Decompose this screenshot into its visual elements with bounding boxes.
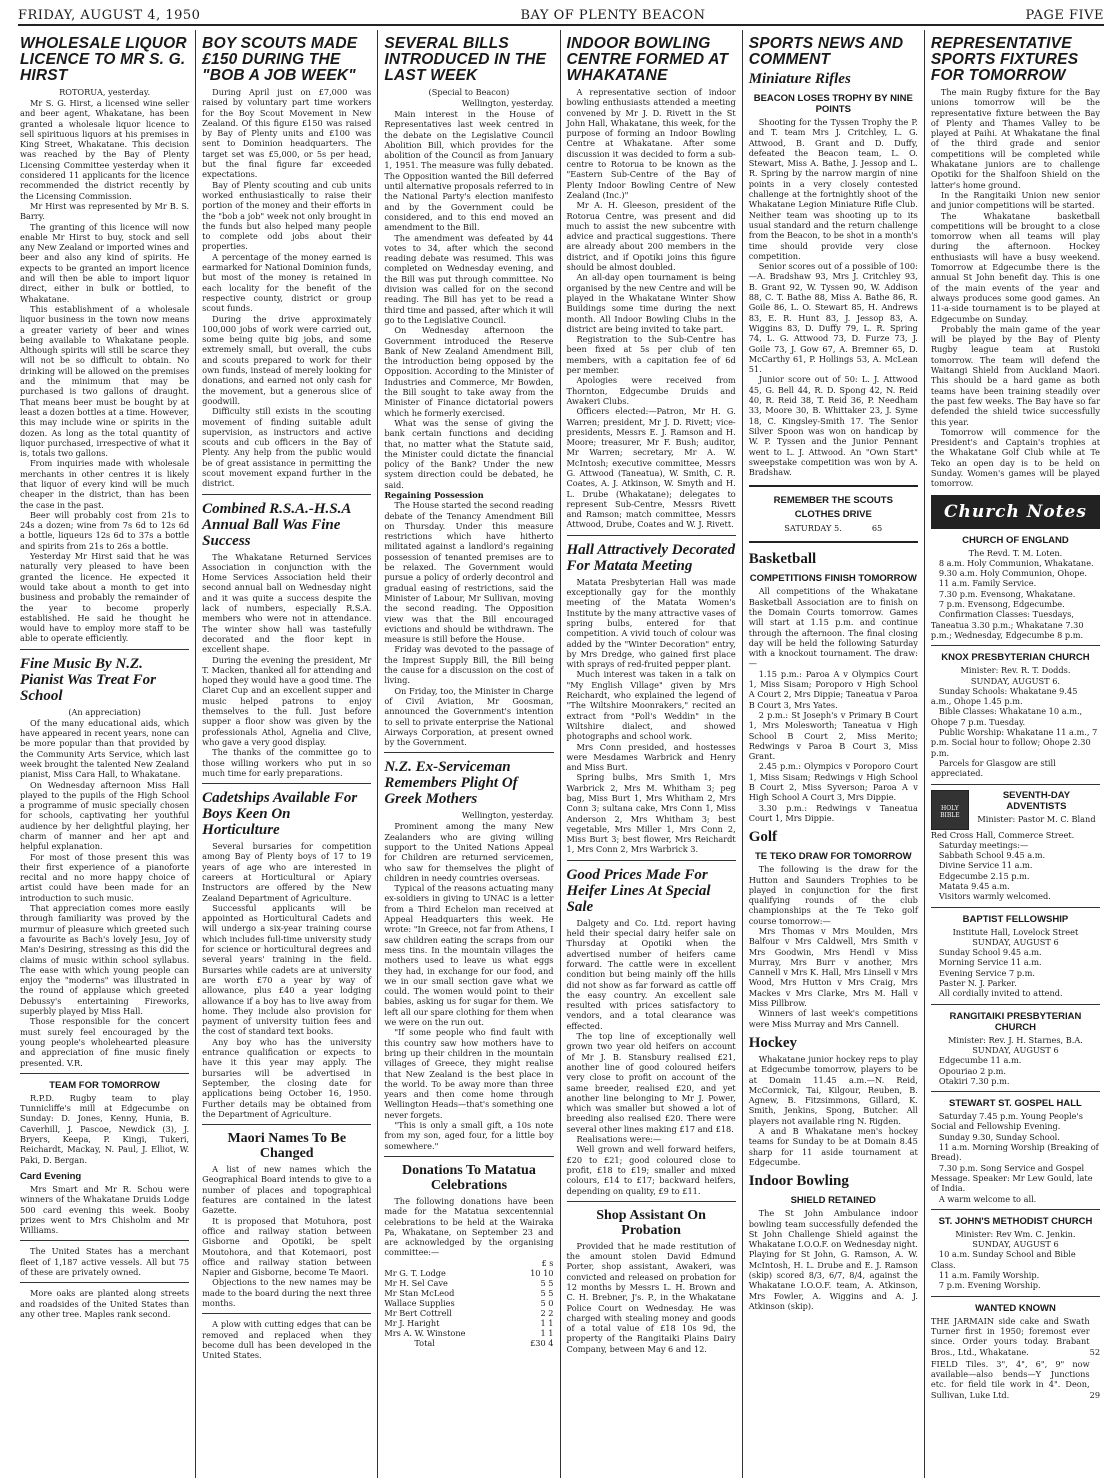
- article-paragraph: Those responsible for the concert must surely feel encouraged by the young people's wholehearted pleasure and appreciation of fine music finely presented. V.R.: [20, 1016, 190, 1068]
- donation-row: [384, 1288, 553, 1298]
- donor-name: Mr H. Sel Cave: [384, 1277, 448, 1288]
- article-paragraph: Mr A. H. Gleeson, president of the Rotorua Centre, was present and did much to assist the new subcentre with advice and practical suggestions. There are already about 200 members in the district, and if Opotiki joins this figure should be almost doubled.: [566, 200, 736, 273]
- headline-ex-serviceman: N.Z. Ex-Serviceman Remembers Plight Of Greek Mothers: [384, 759, 518, 808]
- subheading-regaining: Regaining Possession: [384, 489, 484, 500]
- notice-number: 65: [871, 523, 883, 534]
- article-paragraph: Winners of last week's competitions were Miss Murray and Mrs Cannell.: [748, 1008, 918, 1029]
- church-heading: CHURCH OF ENGLAND: [962, 534, 1069, 546]
- article-paragraph: Typical of the reasons actuating many ex-soldiers in giving to UNAC is a letter from a Third Echelon man received at Appeal Headquarters this week. He wrote: "In Greece, not far from Athens, I saw children eating the scraps from our mess tins. In the mountain villages the mothers used to leave us what eggs they had, in exchange for our food, and we in our small section gave what we could. The women would point to their babies, asking us for sugar for them. We left all our spare clothing for them when we were on the run out.: [384, 883, 554, 1028]
- service-time: Sunday School 9.45 a.m.: [938, 947, 1042, 958]
- article-paragraph: For most of those present this was their first experience of a pianoforte recital and no more happy choice of artist could have been made for an introduction to such music.: [20, 851, 190, 903]
- donation-amount: 5 5: [540, 1287, 554, 1298]
- article-paragraph: Of the many educational aids, which have appeared in recent years, none can be more popular than that provided by the Community Arts Service, which last week brought the talented New Zealand pianist, Miss Cara Hall, to Whakatane.: [20, 717, 190, 780]
- classified-number: 52: [1089, 1346, 1101, 1357]
- church-times: [931, 840, 1100, 902]
- church-date: SUNDAY, AUGUST 6: [972, 1044, 1059, 1055]
- currency-header: £ s: [541, 1257, 554, 1268]
- service-time: Sunday 9.30, Sunday School.: [938, 1131, 1060, 1142]
- article-paragraph: An all-day open tournament is being organised by the new Centre and will be played in the Whakatane Winter Show Buildings some time during the next month. All Indoor Bowling Clubs in the district are being invited to take part.: [566, 272, 736, 334]
- article-paragraph: Several bursaries for competition among Bay of Plenty boys of 17 to 19 years of age who are interested in careers at Horticultural or Apiary Instructors are offered by the New Zealand Department of Agriculture.: [202, 841, 372, 903]
- article-paragraph: Junior score out of 50: L. J. Attwood 45, G. Bell 44, R. D. Spong 42, N. Reid 40, R. Reid 38, T. Reid 36, P. Needham 33, Moore 30, B. Whittaker 23, J. Syme 18, C. Kingsley-Smith 17. The Senior Silver Spoon was won on handicap by W. P. Tyssen and the Junior Pennant went to L. J. Attwood. An "Own Start" sweepstake competition was won by A. Bradshaw.: [748, 374, 918, 478]
- headline-indoor-bowling-sports: Indoor Bowling: [748, 1173, 849, 1190]
- article-paragraph: Mr Hirst was represented by Mr B. S. Barry.: [20, 200, 190, 222]
- divider: [567, 535, 736, 536]
- service-time: Saturday meetings:—: [938, 839, 1029, 850]
- church-times: [931, 686, 1100, 779]
- article-paragraph: The main Rugby fixture for the Bay unions tomorrow will be the representative fixture between the Bay of Plenty and Thames Valley to be played at Paihi. At Whakatane the final of the third grade and senior competitions will be completed while Whakatane juniors are to challenge Opotiki for the Shalfoon Shield on the latter's home ground.: [930, 87, 1101, 190]
- headline-cadetships: Cadetships Available For Boys Keen On Horticulture: [202, 790, 358, 839]
- service-time: 8 a.m. Holy Communion, Whakatane.: [938, 557, 1094, 568]
- notice-date: SATURDAY 5.: [784, 523, 842, 534]
- article-paragraph: Spring bulbs, Mrs Smith 1, Mrs Warbrick 2, Mrs M. Whitham 3; peg bag, Miss Burt 1, Mrs Whitham 2, Mrs Conn 3; sultana cake, Mrs Conn 1, Miss Anderson 2, Mrs Whitham 3; best vegetable, Mrs Miller 1, Mrs Conn 2, Miss Burt 3; best flower, Mrs Reichardt 1, Mrs Conn 2, Mrs Warbrick 3.: [566, 772, 736, 855]
- headline-heifer-sale: Good Prices Made For Heifer Lines At Special Sale: [566, 866, 711, 915]
- article-paragraph: It is proposed that Motuhora, post office and railway station between Gisborne and Opotiki, be spelt Moutohora, and that Kotemaori, post office and railway station between Napier and Gisborne, become Te Maori.: [202, 1215, 372, 1278]
- headline-matata-hall: Hall Attractively Decorated For Matata Meeting: [566, 541, 736, 574]
- donations-header: [384, 1258, 553, 1268]
- classified-number: 29: [1089, 1389, 1101, 1400]
- divider: [20, 1282, 189, 1283]
- divider: [20, 649, 189, 650]
- article-paragraph: On Friday, too, the Minister in Charge of Civil Aviation, Mr Goosman, announced the Government's intention to sell to private enterprise the National Airways Corporation, at present owned by the Government.: [384, 685, 554, 748]
- service-time: Visitors warmly welcomed.: [938, 891, 1051, 902]
- article-paragraph: Well grown and well forward heifers, £20 to £21; good coloured close to profit, £18 to £19; smaller and mixed colours, £14 to £17; backward heifers, depending on quality, £9 to £11.: [566, 1144, 736, 1196]
- article-paragraph: A plow with cutting edges that can be removed and replaced when they become dull has been developed in the United States.: [202, 1319, 372, 1361]
- article-paragraph: Apologies were received from Thornton, Edgecumbe Druids and Awakeri Clubs.: [566, 375, 736, 406]
- classified-ad: [931, 1359, 1100, 1400]
- service-time: 11 a.m. Morning Worship (Breaking of Bread).: [930, 1142, 1099, 1163]
- church-heading: RANGITAIKI PRESBYTERIAN CHURCH: [949, 1010, 1082, 1033]
- donation-amount: 5 5: [540, 1277, 554, 1288]
- donation-row: [384, 1318, 553, 1328]
- service-time: 11 a.m. Family Service.: [938, 578, 1037, 589]
- article-paragraph: The Whakatane Returned Services Association in conjunction with the Home Services Association held their second annual ball on Wednesday night and it was quite a success despite the lack of numbers, especially R.S.A. members who were not in attendance. The winter show hall was tastefully decorated and the floor kept in excellent shape.: [202, 551, 372, 655]
- service-time: Morning Service 11 a.m.: [938, 957, 1042, 968]
- article-paragraph: On Wednesday afternoon Miss Hall played to the pupils of the High School a programme of music specially chosen for schools, captivating her youthful audience by her delightful playing, her charm of manner and her apt and helpful explanation.: [20, 779, 190, 852]
- article-paragraph: The top line of exceptionally well grown two year old heifers on account of Mr J. B. Stansbury realised £21, another line of good coloured heifers very close to profit on account of the same breeder, realised £20, and yet another line belonging to Mr J. Power, which was smaller but showed a lot of breeding also realised £20. There were several other lines making £17 and £18.: [566, 1031, 736, 1134]
- donation-row: [384, 1278, 553, 1288]
- headline-team: TEAM FOR TOMORROW: [49, 1079, 160, 1091]
- divider: [931, 1209, 1100, 1210]
- donor-name: Wallace Supplies: [384, 1297, 455, 1308]
- classified-text: FIELD Tiles. 3", 4", 6", 9" now available—also bends—Y Junctions etc. for field tile work in 4". Deon, Sullivan, Luke Ltd.: [930, 1358, 1090, 1400]
- article-paragraph: A percentage of the money earned is earmarked for National Dominion funds, but most of the money is retained in each locality for the benefit of the respective county, district or group scout funds.: [202, 251, 372, 314]
- article-paragraph: Dalgety and Co. Ltd. report having held their special dairy heifer sale on Thursday at Opotiki when the advertised number of heifers came forward. The cattle were in excellent condition but being mainly off the hills did not show as far forward as cattle off the easy country. An excellent sale resulted with prices satisfactory to vendors, and a total clearance was effected.: [566, 917, 736, 1031]
- divider: [384, 752, 553, 753]
- service-time: Opouriao 2 p.m.: [938, 1065, 1006, 1076]
- headline-fine-music: Fine Music By N.Z. Pianist Was Treat For School: [20, 655, 156, 704]
- donation-row: [384, 1308, 553, 1318]
- scouts-notice: [749, 485, 918, 543]
- article-paragraph: Main interest in the House of Representatives last week centred in the debate on the Legislative Council Abolition Bill, which provides for the abolition of the Council as from January 1, 1951. The measure was fully debated. The Opposition wanted the Bill deferred until alternative proposals referred to in the National Party's election manifesto and by the Government could be considered, and to this end moved an amendment to the Bill.: [384, 109, 554, 233]
- column-4: [560, 30, 742, 1478]
- headline-sports-news: SPORTS NEWS AND COMMENT: [748, 35, 904, 68]
- headline-indoor-bowling: INDOOR BOWLING CENTRE FORMED AT WHAKATANE: [566, 35, 729, 84]
- donation-row: [384, 1328, 553, 1338]
- donation-row: [384, 1298, 553, 1308]
- dateline: Wellington, yesterday.: [461, 810, 554, 821]
- article-paragraph: Objections to the new names may be made to the board during the next three months.: [202, 1277, 372, 1308]
- headline-golf: Golf: [748, 829, 778, 846]
- article-paragraph: Mrs Thomas v Mrs Moulden, Mrs Balfour v Mrs Caldwell, Mrs Smith v Mrs Goodwin, Mrs Hendl v Miss Murray, Mrs Burr v another, Mrs Cannell v Mrs K. Hall, Mrs Linsell v Mrs Wood, Mrs Hutton v Mrs Craig, Mrs Mackes v Mrs Clarke, Mrs M. Hall v Miss Pillbrow.: [748, 926, 918, 1009]
- article-paragraph: "This is only a small gift, a 10s note from my son, aged four, for a little boy somewhere.": [384, 1120, 554, 1151]
- article-paragraph: 2.45 p.m.: Olympics v Poroporo Court 1, Miss Sisam; Redwings v High School B Court 2, Miss Syverson; Paroa A v High School A Court 3, Mrs Dippie.: [748, 761, 918, 803]
- donation-amount: £30 4: [530, 1337, 554, 1348]
- church-date: SUNDAY, AUGUST 6: [972, 1239, 1059, 1250]
- divider: [202, 1124, 371, 1125]
- article-paragraph: Friday was devoted to the passage of the Imprest Supply Bill, the Bill being the cause for a discussion on the cost of living.: [384, 644, 554, 686]
- dateline: ROTORUA, yesterday.: [59, 87, 151, 97]
- article-paragraph: That appreciation comes more easily through familiarity was proved by the murmur of pleasure which greeted such a favourite as Bach's lovely Jesu, Joy of Man's Desiring, stressing as this did the claims of music within school syllabus. The ease with which young people can enjoy the "moderns" was illustrated in the round of applause which greeted Debussy's entertaining Fireworks, superbly played by Miss Hall.: [20, 903, 190, 1017]
- donor-name: Total: [414, 1337, 435, 1348]
- divider: [202, 494, 371, 495]
- service-time: 7.30 p.m. Song Service and Gospel Message. Speaker: Mr Lew Gould, late of India.: [930, 1162, 1093, 1194]
- service-time: 11 a.m. Family Worship.: [938, 1270, 1040, 1281]
- donation-amount: 10 10: [530, 1267, 554, 1278]
- article-paragraph: Difficulty still exists in the scouting movement of finding suitable adult supervision, as instructors and active scouts and cub officers in the Bay of Plenty. Any help from the public would be of great assistance in permitting the scout movement expand further in the district.: [202, 406, 372, 489]
- article-paragraph: Shooting for the Tyssen Trophy the P. and T. team Mrs J. Critchley, L. G. Attwood, B. Grant and D. Duffy, defeated the Beacon team, L. O. Stewart, Miss A. Bathe, J. Jessop and L. R. Spring by the narrow margin of nine points in a very closely contested challenge at the fortnightly shoot of the Whakatane Legion Miniature Rifle Club. Neither team was shooting up to its usual standard and the return challenge from the Beacon, to be shot in a month's time should provide very close competition.: [748, 117, 918, 261]
- article-paragraph: During the evening the president, Mr T. Macken, thanked all for attending and hoped they would have a good time. The Claret Cup and an excellent supper and music helped patrons to enjoy themselves to the full. Just before supper a floor show was given by the professionals Athol, Agnelia and Clive, who gave a very good display.: [202, 654, 372, 747]
- donor-name: Mrs A. W. Winstone: [384, 1327, 466, 1338]
- church-notes-banner: Church Notes: [931, 495, 1100, 529]
- article-paragraph: Beer will probably cost from 21s to 24s a dozen; wine from 7s 6d to 12s 6d a bottle, liqueurs 12s 6d to 37s a bottle and spirits from 21s to 26s a bottle.: [20, 509, 190, 551]
- column-5: [742, 30, 924, 1478]
- notice-line: CLOTHES DRIVE: [794, 509, 872, 521]
- column-1: [18, 30, 195, 1478]
- divider: [931, 1004, 1100, 1005]
- article-paragraph: Bay of Plenty scouting and cub units worked enthusiastically to raise their portion of the money and their efforts in the "bob a job" week not only brought in the funds but also helped many people to complete odd jobs about their properties.: [202, 179, 372, 252]
- church-heading: ST. JOHN'S METHODIST CHURCH: [938, 1215, 1093, 1227]
- article-paragraph: The following is the draw for the Hutton and Saunders Trophies to be played in conjunction for the first qualifying rounds of the club championships at the Te Teko golf course tomorrow:—: [748, 864, 918, 926]
- service-time: Edgecumbe 11 a.m.: [938, 1055, 1022, 1066]
- headline-rsa-ball: Combined R.S.A.-H.S.A Annual Ball Was Fine Success: [202, 500, 351, 549]
- divider: [567, 860, 736, 861]
- divider: [20, 1240, 189, 1241]
- divider: [20, 1073, 189, 1074]
- church-times: [931, 1111, 1100, 1204]
- article-paragraph: Senior scores out of a possible of 100:—A. Bradshaw 93, Mrs J. Critchley 93, B. Grant 92, W. Tyssen 90, W. Addison 88, C. T. Bathe 88, Miss A. Bathe 86, R. Goile 86, L. O. Stewart 85, H. Andrews 83, E. R. Hunt 83, J. Jessop 83, A. Wiggins 83, D. Duffy 79, L. R. Spring 74, L. G. Attwood 73, D. Furze 73, J. Goile 73, J. Gow 67, A. Bremner 65, D. McCarthy 61, P. Hollings 53, A. McLean 51.: [748, 261, 918, 375]
- headline-hockey: Hockey: [748, 1034, 798, 1051]
- column-2: [195, 30, 377, 1478]
- article-paragraph: 3.30 p.m.: Redwings v Taneatua Court 1, Mrs Dippie.: [748, 802, 918, 823]
- article-paragraph: Provided that he made restitution of the amount stolen David Edmund Porter, shop assistant, Awakeri, was convicted and released on probation for 12 months by Messrs L. H. Brown and C. H. Brebner, J's. P., in the Whakatane Police Court on Wednesday. He was charged with stealing money and goods of a total value of £18 10s 9d, the property of the Rangitaiki Plains Dairy Company, between May 6 and 12.: [566, 1240, 736, 1354]
- service-time: 7 p.m. Evening Worship.: [938, 1280, 1041, 1291]
- service-time: Sabbath School 9.45 a.m.: [938, 850, 1046, 861]
- headline-several-bills: SEVERAL BILLS INTRODUCED IN THE LAST WEEK: [384, 35, 547, 84]
- divider: [567, 1201, 736, 1202]
- article-paragraph: All competitions of the Whakatane Basketball Association are to finish on the Domain Courts tomorrow. Games will start at 1.15 p.m. and continue through the afternoon. The final closing day will be held the following Saturday with a knockout tournament. The draw:—: [748, 586, 918, 669]
- divider: [202, 1313, 371, 1314]
- divider: [931, 1091, 1100, 1092]
- article-paragraph: Successful applicants will be appointed as Horticultural Cadets and will undergo a six-year training course which includes full-time university study for science or horticultural degrees and several years' training in the field. Bursaries while cadets are at university are worth £70 a year by way of allowance, plus £40 a year lodging allowance if a boy has to live away from home. They include also provision for payment of university tuition fees and the cost of standard text books.: [202, 902, 372, 1037]
- article-paragraph: During April just on £7,000 was raised by voluntary part time workers for the Boy Scout Movement in New Zealand. Of this figure £150 was raised by Bay of Plenty units and £100 was sent to Dominion headquarters. The target set was £5,000, or 5s per head, but the final figure far exceeded expectations.: [202, 87, 372, 180]
- article-paragraph: The amendment was defeated by 44 votes to 34, after which the second reading debate was resumed. This was completed on Wednesday evening, and the Bill was put through committee. No division was called for on the second reading. The Bill has yet to be read a third time and passed, after which it will go to the Legislative Council.: [384, 232, 554, 325]
- service-time: Saturday 7.45 p.m. Young People's Social and Fellowship Evening.: [930, 1111, 1083, 1132]
- service-time: Public Worship: Whakatane 11 a.m., 7 p.m. Social hour to follow; Ohope 2.30 p.m.: [930, 727, 1098, 758]
- article-paragraph: Probably the main game of the year will be played by the Bay of Plenty Rugby league team at Rustoki tomorrow. The team will defend the Waitangi Shield from Auckland Maori. This should be a hard game as both teams have been training steadily over the past few weeks. The Bay have so far defended the shield twice successfully this year.: [930, 323, 1101, 427]
- article-paragraph: "If some people who find fault with this country saw how mothers have to bring up their children in the mountain villages of Greece, they might realise that New Zealand is the best place in the world. To be away more than three years and then come home through Wellington Heads—that's something one never forgets.: [384, 1027, 554, 1120]
- article-paragraph: The thanks of the committee go to those willing workers who put in so much time for early preparations.: [202, 747, 372, 778]
- church-date: SUNDAY, AUGUST 6: [972, 936, 1059, 947]
- donation-amount: 2 2: [540, 1307, 554, 1318]
- donor-name: Mr Bert Cottrell: [384, 1307, 452, 1318]
- service-time: Sunday Schools: Whakatane 9.45 a.m., Ohope 1.45 p.m.: [930, 685, 1078, 707]
- donations-list: [384, 1268, 553, 1348]
- church-times: [931, 558, 1100, 640]
- article-paragraph: Mrs Conn presided, and hostesses were Mesdames Warbrick and Henry and Miss Burt.: [566, 741, 736, 773]
- wanted-known-heading: WANTED KNOWN: [975, 1302, 1056, 1314]
- church-minister: Minister: Pastor M. C. Bland: [977, 813, 1096, 824]
- service-time: Bible Classes: Whakatane 10 a.m., Ohope 7 p.m. Tuesday.: [930, 706, 1083, 727]
- divider: [931, 1296, 1100, 1297]
- masthead-title: BAY OF PLENTY BEACON: [520, 7, 706, 23]
- service-time: Divine Service 11 a.m.: [938, 860, 1033, 871]
- donation-row: [384, 1338, 553, 1348]
- service-time: 9.30 a.m. Holy Communion, Ohope.: [938, 568, 1087, 579]
- headline-card-evening: Card Evening: [20, 1170, 82, 1182]
- article-paragraph: Realisations were:—: [576, 1134, 662, 1145]
- divider: [931, 907, 1100, 908]
- service-time: 7 p.m. Evensong, Edgecumbe.: [938, 599, 1065, 610]
- article-paragraph: A representative section of indoor bowling enthusiasts attended a meeting convened by Mr J. D. Rivett in the St John Hall, Whakatane, this week, for the purpose of forming an Indoor Bowling Centre at Whakatane. After some discussion it was decided to form a sub-centre to Rotorua to be known as the "Eastern Sub-Centre of the Bay of Plenty Indoor Bowling Centre of New Zealand (Inc.)": [566, 87, 736, 200]
- church-venue: Institute Hall, Lovelock Street: [952, 926, 1079, 937]
- subheading: (Special to Beacon): [428, 87, 510, 97]
- article-paragraph: The Whakatane basketball competitions will be brought to a close tomorrow when all teams will play during the afternoon. Hockey enthusiasts will have a busy weekend. Tomorrow at Edgecumbe there is the annual St John benefit day. This is one of the main events of the year and always produces some good games. An 11-a-side tournament is to be played at Edgecumbe on Sunday.: [930, 210, 1101, 324]
- service-time: 10 a.m. Sunday School and Bible Class.: [930, 1249, 1076, 1270]
- service-time: Confirmation Classes: Tuesdays, Taneatua 3.30 p.m.; Whakatane 7.30 p.m.; Wednesday, Edgecumbe 8 p.m.: [930, 609, 1084, 640]
- headline-shop-assistant: Shop Assistant On Probation: [596, 1207, 706, 1238]
- adventist-block: [931, 790, 1100, 830]
- article-paragraph: On Wednesday afternoon the Government introduced the Reserve Bank of New Zealand Amendment Bill, the introduction being opposed by the Opposition. According to the Minister of Industries and Commerce, Mr Bowden, the Bill sought to take away from the Minister of Finance dictatorial powers which he formerly exercised.: [384, 325, 554, 418]
- column-3: [377, 30, 559, 1478]
- church-date: SUNDAY, AUGUST 6.: [970, 675, 1060, 686]
- church-heading: BAPTIST FELLOWSHIP: [962, 913, 1069, 925]
- church-heading: KNOX PRESBYTERIAN CHURCH: [941, 652, 1090, 664]
- church-venue: Red Cross Hall, Commerce Street.: [930, 829, 1075, 840]
- service-time: Matata 9.45 a.m.: [938, 881, 1010, 891]
- church-minister: Minister: Rev. J. H. Starnes, B.A.: [947, 1034, 1083, 1045]
- article-paragraph: 1.15 p.m.: Paroa A v Olympics Court 1, Miss Sisam; Poroporo v High School A Court 2, Mrs Dippie; Taneatua v Paroa B Court 3, Mrs Yates.: [748, 668, 918, 710]
- article-paragraph: R.P.D. Rugby team to play Tunnicliffe's mill at Edgecumbe on Sunday: D. Jones, Kenny, Hunia, B. Caverhill, J. Pascoe, Newdick (3), J. Bryers, Keepa, P. Kingi, Tukeri, Reichardt, Mackay, N. Paul, J. Elliot, W. Paki, D. Bergan.: [20, 1092, 190, 1165]
- notice-date-row: [753, 523, 914, 533]
- article-paragraph: Any boy who has the university entrance qualification or expects to have it this year may apply. The bursaries will be advertised in September, the closing date for applications being October 16, 1950. Further details may be obtained from the Department of Agriculture.: [202, 1036, 372, 1119]
- headline-boy-scouts: BOY SCOUTS MADE £150 DURING THE "BOB A JOB WEEK": [202, 35, 358, 84]
- article-paragraph: The House started the second reading debate of the Tenancy Amendment Bill on Thursday. Under this measure restrictions which have hitherto militated against a landlord's regaining possession of tenanted premises are to be relaxed. The Government would pursue a policy of orderly decontrol and gradual easing of restrictions, said the Minister of Labour, Mr Sullivan, moving the second reading. The Opposition view was that the Bill encouraged evictions and should be withdrawn. The measure is still before the House.: [384, 500, 554, 645]
- article-paragraph: Whakatane junior hockey reps to play at Edgecumbe tomorrow, players to be at Domain 11.45 a.m.—N. Reid, McCormick, Tai, Kilgour, Reuben, B. Agnew, B. Fitzsimmons, Gillard, K. Smith, Jenkins, Spong, Butcher. All players not available ring N. Rigden.: [748, 1053, 918, 1126]
- subheadline-beacon-trophy: BEACON LOSES TROPHY BY NINE POINTS: [753, 93, 913, 115]
- headline-basketball: Basketball: [748, 551, 817, 568]
- church-minister: Minister: Rev Wm. C. Jenkin.: [955, 1228, 1076, 1239]
- masthead-date: FRIDAY, AUGUST 4, 1950: [18, 7, 201, 23]
- subheadline-competitions: COMPETITIONS FINISH TOMORROW: [749, 573, 917, 585]
- service-time: A warm welcome to all.: [938, 1193, 1037, 1204]
- church-minister: Minister: Rev. R. T. Dodds.: [960, 665, 1071, 676]
- article-paragraph: A and B Whakatane men's hockey teams for Sunday to be at Domain 8.45 sharp for 11 aside tournament at Edgecumbe.: [748, 1126, 918, 1167]
- masthead-page: PAGE FIVE: [1025, 7, 1104, 23]
- donation-amount: 5 0: [540, 1297, 554, 1308]
- headline-representative: REPRESENTATIVE SPORTS FIXTURES FOR TOMORROW: [930, 35, 1079, 84]
- page-columns: [18, 30, 1106, 1478]
- church-heading: STEWART ST. GOSPEL HALL: [949, 1098, 1082, 1110]
- donor-name: Mr G. T. Lodge: [384, 1267, 446, 1278]
- article-paragraph: In the Rangitaiki Union new senior and junior competitions will be started.: [930, 189, 1101, 211]
- subheadline-te-teko: TE TEKO DRAW FOR TOMORROW: [754, 851, 912, 863]
- article-paragraph: More oaks are planted along streets and roadsides of the United States than any other tree. Maples rank second.: [20, 1288, 190, 1319]
- article-paragraph: From inquiries made with wholesale merchants in other centres it is likely that liquor of every kind will be much cheaper in the district, than has been the case in the past.: [20, 458, 190, 510]
- service-time: Paster N. J. Parker.: [938, 978, 1017, 989]
- article-paragraph: Yesterday Mr Hirst said that he was naturally very pleased to have been granted the licence. He expected it would take about a month to get into business and probably the remainder of the year to become properly established. He said he thought he would have to employ more staff to be able to operate efficiently.: [20, 551, 190, 644]
- article-paragraph: Matata Presbyterian Hall was made exceptionally gay for the monthly meeting of the Matata Women's Institute by the many attractive vases of spring bulbs, entered for that competition. A vivid touch of colour was added by the "Winter Decoration" entry, by Mrs Dredge, who gained first place with sprays of red-fruited pepper plant.: [566, 576, 736, 670]
- article-paragraph: Mr S. G. Hirst, a licensed wine seller and beer agent, Whakatane, has been granted a wholesale liquor licence to sell spirituous liquors at his premises in King Street, Whakatane. This decision was reached by the Bay of Plenty Licensing Committee yesterday when it considered 11 applicants for the licence recommended the district recently by the Licensing Commission.: [20, 98, 190, 201]
- article-paragraph: Prominent among the many New Zealanders who are giving willing support to the United Nations Appeal for Children are returned servicemen, who saw for themselves the plight of children in needy countries overseas.: [384, 821, 554, 883]
- church-heading: SEVENTH-DAY ADVENTISTS: [1002, 789, 1071, 812]
- article-paragraph: Officers elected:—Patron, Mr H. G. Warren; president, Mr J. D. Rivett; vice-presidents, Messrs E. J. Ramson and H. Moore; treasurer, Mr F. Bush; auditor, Mr Warren; secretary, Mr A. W. McIntosh; executive committee, Messrs G. Attwood (Taneatua), W. Smith, C. R. Coates, A. J. Atkinson, W. Smyth and H. L. Drube (Whakatane); delegates to represent Sub-Centre, Messrs Rivett and Ramson; match committee, Messrs Attwood, Drube, Coates and W. J. Rivett.: [566, 406, 736, 530]
- church-minister: The Revd. T. M. Loten.: [968, 547, 1063, 558]
- article-paragraph: The following donations have been made for the Matatua sexcentennial celebrations to be held at the Wairaka Pa, Whakatane, on September 23 and are acknowledged by the organising committee:—: [384, 1195, 554, 1258]
- article-paragraph: The United States has a merchant fleet of 1,187 active vessels. All but 75 of these are privately owned.: [20, 1246, 190, 1277]
- article-paragraph: Registration to the Sub-Centre has been fixed at 5s per club of ten members, with a capitation fee of 6d per member.: [566, 334, 736, 376]
- article-paragraph: What was the sense of giving the bank certain functions and deciding that, no matter what the Statute said, the Minister could dictate the financial policy of the Bank? Under the new system direction could be debated, he said.: [384, 417, 554, 490]
- article-paragraph: Tomorrow will commence for the President's and Captain's trophies at the Whakatane Golf Club while at Te Teko an open day is to be held on Sunday. Women's games will be played tomorrow.: [930, 426, 1101, 489]
- bible-icon: HOLY BIBLE: [931, 790, 969, 830]
- church-times: [931, 1249, 1100, 1290]
- donor-name: Mr Stan McLeod: [384, 1287, 455, 1298]
- donor-name: Mr J. Haright: [384, 1317, 440, 1328]
- article-paragraph: Much interest was taken in a talk on "My English Village" given by Mrs Reichardt, who explained the legend of "The Wiltshire Moonrakers," recited an extract from "Poll's Weddin" in the Wiltshire dialect, and showed photographs and school work.: [566, 669, 736, 742]
- donation-amount: 1 1: [540, 1317, 554, 1328]
- service-time: Evening Service 7 p.m.: [938, 967, 1035, 978]
- article-paragraph: The St John Ambulance indoor bowling team successfully defended the St John Challenge Shield against the Whakatane I.O.O.F. on Wednesday night. Playing for St John, G. Ramson, A. W. McIntosh, H. L. Drube and E. J. Ramson (skip) scored 8/3, 6/7, 8/4, against the Whakatane I.O.O.F. team, A. Atkinson, Mrs Fowler, A. Wiggins and A. J. Atkinson (skip).: [748, 1208, 918, 1311]
- article-paragraph: A list of new names which the Geographical Board intends to give to a number of places and topographical features are contained in the latest Gazette.: [202, 1164, 372, 1216]
- service-time: All cordially invited to attend.: [938, 988, 1063, 999]
- notice-line: REMEMBER THE SCOUTS: [773, 495, 893, 507]
- headline-miniature-rifles: Miniature Rifles: [748, 71, 851, 87]
- divider: [931, 784, 1100, 785]
- article-paragraph: During the drive approximately 100,000 jobs of work were carried out, some being quite big jobs, and some extremely small, but overall, the cubs and scouts prepared to work for their own funds, instead of merely looking for donations, and earned not only cash for the movement, but a generous slice of goodwill.: [202, 313, 372, 406]
- article-paragraph: Mrs Smart and Mr R. Schou were winners of the Whakatane Druids Lodge 500 card evening this week. Booby prizes went to Mrs Chisholm and Mr Williams.: [20, 1183, 190, 1236]
- column-6: [924, 30, 1106, 1478]
- subheadline-shield: SHIELD RETAINED: [790, 1195, 876, 1207]
- divider: [202, 783, 371, 784]
- masthead: [18, 6, 1104, 26]
- article-paragraph: This establishment of a wholesale liquor business in the town now means a greater variety of beer and wines being available to Whakatane people. Although spirits will still be scarce they will not be so difficult to obtain. No drinking will be allowed on the premises and the minimum that may be purchased is two gallons of draught. That means beer must be bought by at least a dozen bottles at a time. However, this may include wine or spirits in the dozen. As long as the total quantity of liquor purchased, irrespective of what it is, totals two gallons.: [20, 303, 190, 459]
- church-times: [931, 947, 1100, 998]
- divider: [931, 645, 1100, 646]
- service-time: 7.30 p.m. Evensong, Whakatane.: [938, 588, 1076, 599]
- headline-liquor-licence: WHOLESALE LIQUOR LICENCE TO MR S. G. HIRST: [20, 35, 187, 84]
- classified-text: THE JARMAIN side cake and Swath Turner first in 1950; foremost ever since. Order yours today. Brabant Bros., Ltd., Whakatane.: [930, 1315, 1090, 1357]
- donation-amount: 1 1: [540, 1327, 554, 1338]
- service-time: Parcels for Glasgow are still appreciated.: [930, 757, 1056, 779]
- subheading: (An appreciation): [68, 706, 141, 717]
- donation-row: [384, 1268, 553, 1278]
- classified-ad: [931, 1316, 1100, 1357]
- article-paragraph: 2 p.m.: St Joseph's v Primary B Court 1, Mrs Molesworth; Taneatua v High School B Court 2, Miss Merito; Redwings v Paroa B Court 3, Miss Grant.: [748, 709, 918, 762]
- divider: [384, 1156, 553, 1157]
- article-paragraph: The granting of this licence will now enable Mr Hirst to buy, stock and sell any New Zealand or imported wines and beer and also any kind of spirits. He expects to be granted an import licence and will then be able to import liquor direct, either in bulk or bottled, to Whakatane.: [20, 221, 190, 304]
- dateline: Wellington, yesterday.: [461, 98, 554, 108]
- headline-donations: Donations To Matatua Celebrations: [402, 1162, 536, 1193]
- church-times: [931, 1055, 1100, 1086]
- headline-maori-names: Maori Names To Be Changed: [227, 1131, 347, 1162]
- service-time: Edgecumbe 2.15 p.m.: [938, 870, 1030, 881]
- service-time: Otakiri 7.30 p.m.: [938, 1075, 1010, 1086]
